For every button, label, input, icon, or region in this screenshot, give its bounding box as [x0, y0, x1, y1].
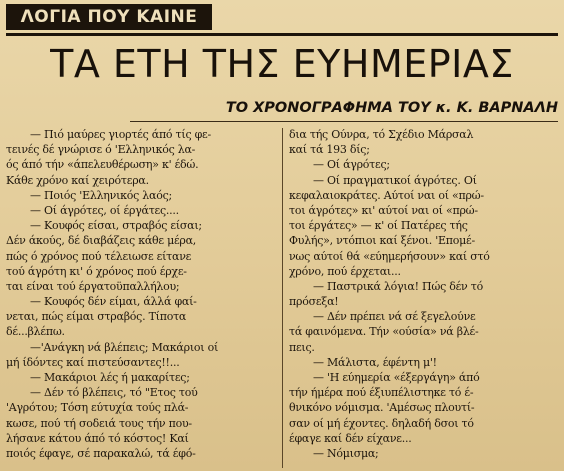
text-line: τοι έργάτες» — κ' οί Πατέρες τής: [289, 219, 468, 233]
text-line: κωσε, πού τή σοδειά τους τήν που-: [6, 416, 192, 430]
text-line: — Κουφός δέν είμαι, άλλά φαί-: [30, 295, 197, 309]
text-line: τού άγρότη κι' ό χρόνος πού έρχε-: [6, 264, 187, 278]
text-line: — Παστρικά λόγια! Πώς δέν τό: [313, 279, 483, 293]
text-line: — Μακάριοι λές ή μακαρίτες;: [30, 371, 190, 384]
text-line: λήσανε κάτου άπό τό κόστος! Καί: [6, 431, 189, 445]
text-line: πώς ό χρόνος πού τέλειωσε είτανε: [6, 249, 192, 263]
text-line: ποιός έφαγε, σέ παρακαλώ, τά έφό-: [6, 446, 196, 460]
text-line: ται είναι τού έργατοϋπαλλήλου;: [6, 279, 180, 293]
text-line: — Νόμισμα;: [313, 446, 379, 460]
text-line: χρόνο, πού έρχεται...: [289, 264, 401, 278]
column-divider: [282, 128, 283, 468]
text-line: νεται, πώς είμαι στραβός. Τίποτα: [6, 310, 187, 324]
text-line: δέ...βλέπω.: [6, 325, 65, 339]
text-line: τοι άγρότες» κι' αύτοί ναι οί «πρώ-: [289, 203, 478, 217]
text-line: Δέν άκούς, δέ διαβάζεις κάθε μέρα,: [6, 234, 197, 248]
text-line: θνικόνο νόμισμα. 'Αμέσως πλουτί-: [289, 401, 475, 415]
headline: ΤΑ ΕΤΗ ΤΗΣ ΕΥΗΜΕΡΙΑΣ: [50, 42, 514, 86]
article-column-left: [6, 127, 277, 461]
text-line: κεφαλαιοκράτες. Αύτοί ναι οί «πρώ-: [289, 188, 484, 202]
text-line: τεινές δέ γνώρισε ό 'Ελληνικός λα-: [6, 143, 196, 157]
text-line: — Οί άγρότες;: [313, 158, 390, 172]
text-line: Κάθε χρόνο καί χειρότερα.: [6, 173, 149, 187]
text-line: πρόσεξα!: [289, 295, 339, 309]
byline-rule: [130, 121, 558, 122]
text-line: 'Αγρότου; Τόση εύτυχία τούς πλά-: [6, 401, 189, 415]
text-line: — Δέν πρέπει νά σέ ξεγελούνε: [313, 310, 476, 324]
text-line: πεις.: [289, 340, 315, 354]
text-line: νως αύτοί θά «εύημερήσουν» καί στό: [289, 249, 490, 263]
text-line: ός άπό τήν «άπελευθέρωση» κ' έδώ.: [6, 158, 199, 172]
text-line: —'Ανάγκη νά βλέπεις; Μακάριοι οί: [30, 340, 219, 354]
text-line: καί τά 193 δίς;: [289, 143, 370, 157]
text-line: δια τής Ούνρα, τό Σχέδιο Μάρσαλ: [289, 128, 474, 141]
text-line: — Κουφός είσαι, στραβός είσαι;: [30, 219, 202, 233]
text-line: — Δέν τό βλέπεις, τό "Ετος τού: [30, 386, 198, 400]
text-line: — Ποιός 'Ελληνικός λαός;: [30, 188, 172, 202]
text-line: — 'Η εύημερία «έξεργάγη» άπό: [313, 371, 480, 384]
text-line: μή ίδόντες καί πιστεύσαντες!!...: [6, 355, 180, 369]
text-line: τά φαινόμενα. Τήν «ούσία» νά βλέ-: [289, 325, 479, 339]
text-line: — Πιό μαύρες γιορτές άπό τίς φε-: [30, 128, 211, 141]
text-line: σαν οί μή έχοντες. δηλαδή δσοι τό: [289, 416, 474, 430]
text-line: έφαγε καί δέν είχανε...: [289, 431, 412, 445]
text-line: τήν ήμέρα πού έξιυπέλιστηκε τό έ-: [289, 386, 474, 400]
text-line: — Οί άγρότες, οί έργάτες....: [30, 203, 179, 217]
top-rule: [6, 33, 558, 36]
text-line: — Μάλιστα, έφέντη μ'!: [313, 355, 437, 369]
kicker-label: ΛΟΓΙΑ ΠΟΥ ΚΑΙΝΕ: [20, 7, 198, 27]
byline: ΤΟ ΧΡΟΝΟΓΡΑΦΗΜΑ ΤΟΥ κ. Κ. ΒΑΡΝΑΛΗ: [225, 100, 558, 116]
text-line: Φυλής», ντόπιοι καί ξένοι. 'Επομέ-: [289, 234, 475, 248]
article-column-right: [289, 127, 560, 461]
text-line: — Οί πραγματικοί άγρότες. Οί: [313, 173, 477, 187]
